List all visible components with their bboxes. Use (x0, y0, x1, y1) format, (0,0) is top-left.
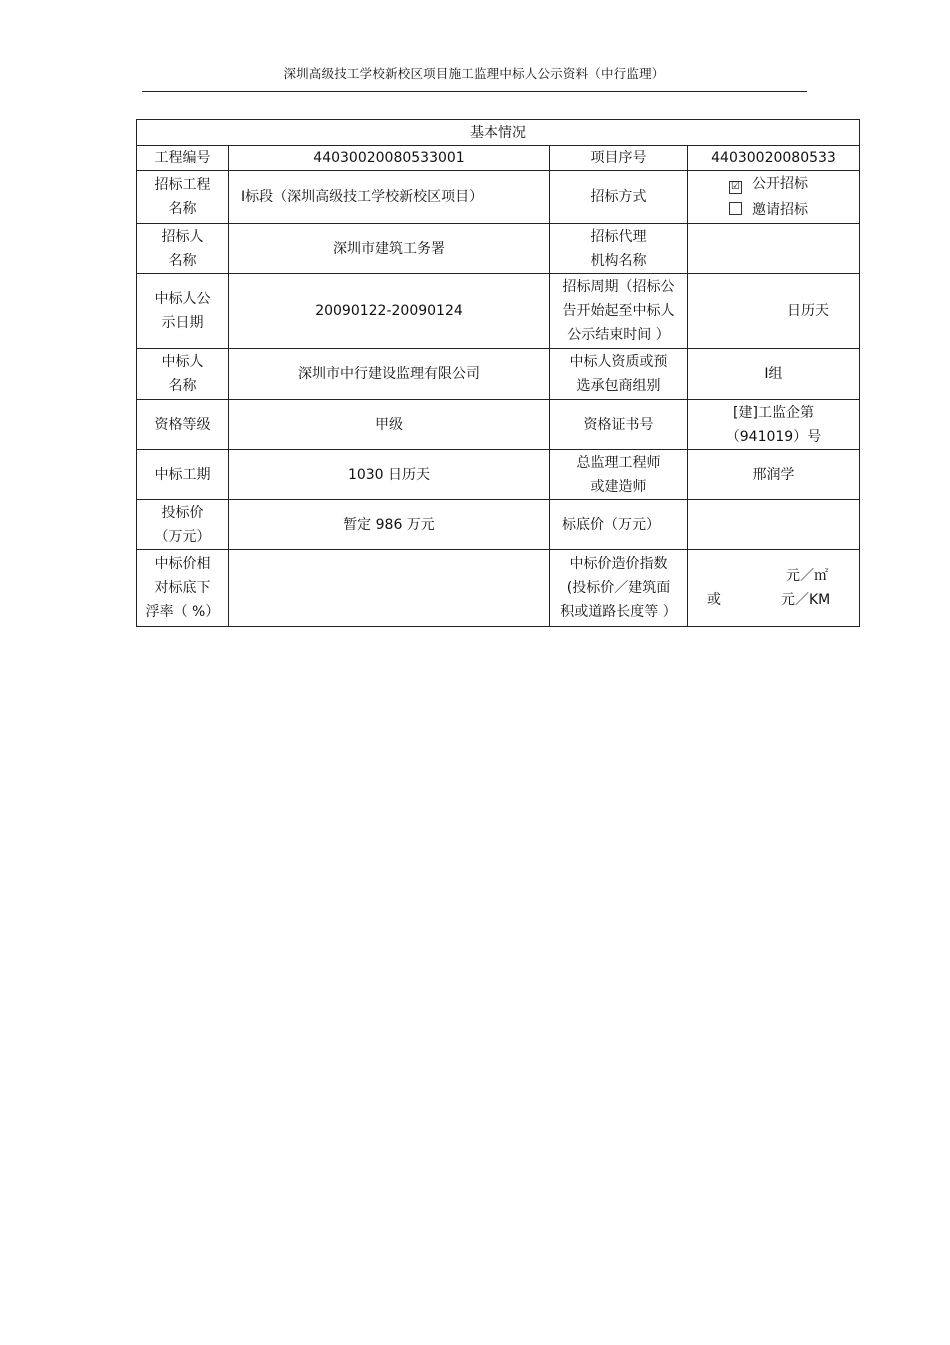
table-row (137, 550, 860, 627)
qualification-grade-label: 资格等级 (137, 400, 229, 450)
tender-period-label: 招标周期（招标公 告开始起至中标人 公示结束时间 ） (550, 274, 688, 349)
qualification-group-label: 中标人资质或预 选承包商组别 (550, 349, 688, 400)
bid-price-label: 投标价 （万元） (137, 500, 229, 550)
tender-period-value: 日历天 (688, 274, 860, 349)
checkbox-checked-icon: ☑ (729, 181, 742, 194)
base-price-value (688, 500, 860, 550)
winner-name-label: 中标人 名称 (137, 349, 229, 400)
certificate-number-value: [建]工监企第 （941019）号 (688, 400, 860, 450)
option-label: 邀请招标 (752, 202, 808, 218)
table-row (137, 274, 860, 349)
option-label: 公开招标 (752, 176, 808, 192)
award-duration-label: 中标工期 (137, 450, 229, 500)
publicity-date-value: 20090122-20090124 (229, 274, 550, 349)
base-price-label: 标底价（万元） (550, 500, 688, 550)
bid-price-value: 暂定 986 万元 (229, 500, 550, 550)
table-row (137, 224, 860, 274)
header-rule (142, 91, 807, 92)
certificate-number-label: 资格证书号 (550, 400, 688, 450)
table-row (137, 146, 860, 171)
chief-engineer-label: 总监理工程师 或建造师 (550, 450, 688, 500)
award-duration-value: 1030 日历天 (229, 450, 550, 500)
table-row (137, 171, 860, 224)
chief-engineer-value: 邢润学 (688, 450, 860, 500)
qualification-grade-value: 甲级 (229, 400, 550, 450)
agency-name-value (688, 224, 860, 274)
table-title-row (137, 120, 860, 146)
document-header: 深圳高级技工学校新校区项目施工监理中标人公示资料（中行监理） (283, 66, 665, 81)
option-open-tender (691, 171, 856, 197)
cost-index-label: 中标价造价指数 (投标价／建筑面 积或道路长度等 ） (550, 550, 688, 627)
agency-name-label: 招标代理 机构名称 (550, 224, 688, 274)
section-title: 基本情况 (137, 120, 860, 146)
unit-per-km-line (691, 588, 856, 612)
project-seq-label: 项目序号 (550, 146, 688, 171)
basic-info-table (136, 119, 860, 627)
table-row (137, 349, 860, 400)
unit-per-km: 元／KM (781, 592, 831, 608)
project-code-value: 44030020080533001 (229, 146, 550, 171)
table-row (137, 500, 860, 550)
tender-method-label: 招标方式 (550, 171, 688, 224)
unit-per-sqm: 元／㎡ (786, 568, 828, 584)
tender-method-options (688, 171, 860, 224)
tenderer-name-label: 招标人 名称 (137, 224, 229, 274)
price-drop-rate-value (229, 550, 550, 627)
or-text: 或 (707, 592, 721, 608)
publicity-date-label: 中标人公 示日期 (137, 274, 229, 349)
checkbox-unchecked-icon (729, 202, 742, 215)
tender-project-name-label: 招标工程 名称 (137, 171, 229, 224)
qualification-group-value: Ⅰ组 (688, 349, 860, 400)
option-invited-tender (691, 197, 856, 223)
project-code-label: 工程编号 (137, 146, 229, 171)
price-drop-rate-label: 中标价相 对标底下 浮率（ %） (137, 550, 229, 627)
tender-project-name-value: Ⅰ标段（深圳高级技工学校新校区项目） (229, 171, 550, 224)
project-seq-value: 44030020080533 (688, 146, 860, 171)
tenderer-name-value: 深圳市建筑工务署 (229, 224, 550, 274)
table-row (137, 400, 860, 450)
cost-index-value (688, 550, 860, 627)
table-row (137, 450, 860, 500)
winner-name-value: 深圳市中行建设监理有限公司 (229, 349, 550, 400)
